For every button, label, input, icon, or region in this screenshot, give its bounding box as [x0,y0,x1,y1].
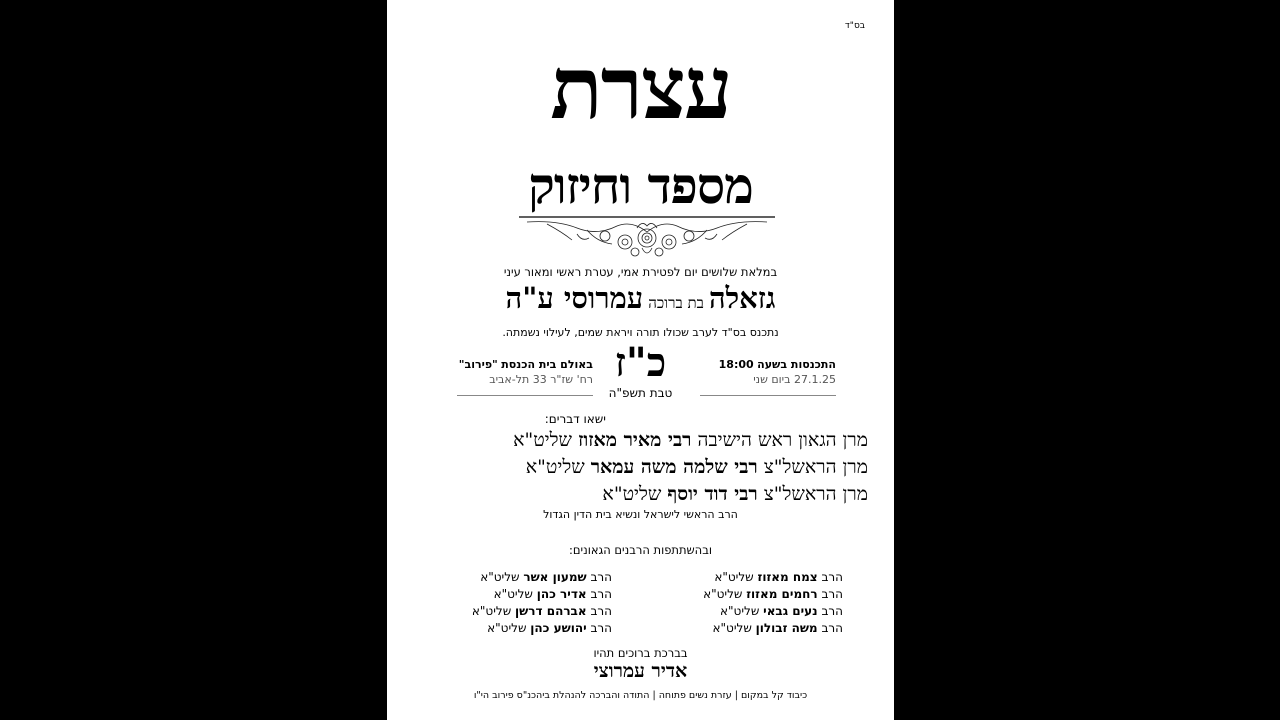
rabbi-prefix: הרב [821,604,843,618]
rabbis-column-right [643,569,843,637]
rabbi-line [412,569,612,586]
hebrew-month: טבת תשפ"ה [608,386,673,400]
speaker-suffix: שליט"א [602,483,662,505]
rabbi-name: שמעון אשר [523,570,587,584]
speaker-name: רבי דוד יוסף [667,483,758,505]
rabbi-prefix: הרב [821,621,843,635]
rabbi-name: אדיר כהן [536,587,587,601]
rabbi-line [412,586,612,603]
rabbi-prefix: הרב [590,621,612,635]
speaker-prefix: מרן הראשל"צ [763,483,868,505]
event-venue-block [457,357,593,387]
poster-subtitle: מספד וחיזוק [528,156,753,215]
speaker-suffix: שליט"א [513,429,573,451]
speakers-heading: ישאו דברים: [544,412,606,426]
rabbi-suffix: שליט"א [720,604,760,618]
blessing-line: בברכת ברוכים תהיו [593,646,688,660]
rabbi-prefix: הרב [821,570,843,584]
rabbi-suffix: שליט"א [487,621,527,635]
time-label: התכנסות בשעה [757,358,836,371]
deceased-name [387,281,894,316]
rabbi-name: משה זבולון [755,621,818,635]
divider [457,395,593,396]
speaker-line [526,454,868,480]
rabbi-name: יהושע כהן [530,621,587,635]
rabbis-column-left [412,569,612,637]
speaker-name: רבי מאיר מאזוז [578,429,692,451]
rabbi-suffix: שליט"א [703,587,743,601]
dedication-line: נתכנס בס"ד לערב שכולו תורה ויראת שמים, לעילוי נשמתה. [502,326,779,339]
bsd-mark: בס"ד [844,21,865,31]
poster-title: עצרת [550,38,731,139]
rabbi-suffix: שליט"א [493,587,533,601]
rabbi-line [643,603,843,620]
floral-ornament-icon [517,214,777,260]
rabbi-suffix: שליט"א [714,570,754,584]
intro-line: במלאת שלושים יום לפטירת אמי, עטרת ראשי ומאור עיני [503,265,778,279]
rabbi-suffix: שליט"א [712,621,752,635]
rabbi-line [643,620,843,637]
deceased-mid: בת ברוכה [648,294,704,312]
venue-name: "פירוב" [458,358,498,371]
hebrew-day: כ"ז [614,339,667,386]
date-line: 27.1.25 ביום שני [753,373,836,386]
venue-address: רח' שז"ר 33 תל-אביב [489,373,593,386]
rabbi-name: רחמים מאזוז [746,587,818,601]
rabbi-name: צמח מאזוז [757,570,818,584]
time-value: 18:00 [718,358,754,371]
rabbi-prefix: הרב [590,570,612,584]
speaker-name: רבי שלמה משה עמאר [590,456,758,478]
venue-label: באולם בית הכנסת [501,358,593,371]
deceased-first-name: גזאלה [708,281,776,315]
deceased-last-name: עמרוסי ע"ה [505,281,644,315]
speaker-prefix: מרן הראשל"צ [763,456,868,478]
rabbi-line [643,569,843,586]
rabbi-suffix: שליט"א [471,604,512,618]
rabbi-prefix: הרב [590,587,612,601]
speaker-prefix: מרן הגאון ראש הישיבה [697,429,868,451]
rabbi-line [412,603,612,620]
rabbi-line [643,586,843,603]
rabbi-name: אברהם דרשן [515,604,587,618]
speaker-suffix: שליט"א [525,456,585,478]
rabbi-suffix: שליט"א [480,570,520,584]
blessing-signature: אדיר עמרוצי [593,660,688,682]
rabbi-prefix: הרב [590,604,612,618]
rabbi-line [412,620,612,637]
footer-line: כיבוד קל במקום | עזרת נשים פתוחה | התודה והברכה להנהלת ביהכנ"ס פירוב הי"ו [473,690,808,701]
rabbi-name: נעים גבאי [763,604,818,618]
speaker-line [513,427,868,453]
memorial-poster [387,0,894,720]
speaker-line [602,481,868,507]
rabbi-prefix: הרב [821,587,843,601]
participants-heading: ובהשתתפות הרבנים הגאונים: [569,543,712,557]
speaker-note: הרב הראשי לישראל ונשיא בית הדין הגדול [543,508,738,521]
